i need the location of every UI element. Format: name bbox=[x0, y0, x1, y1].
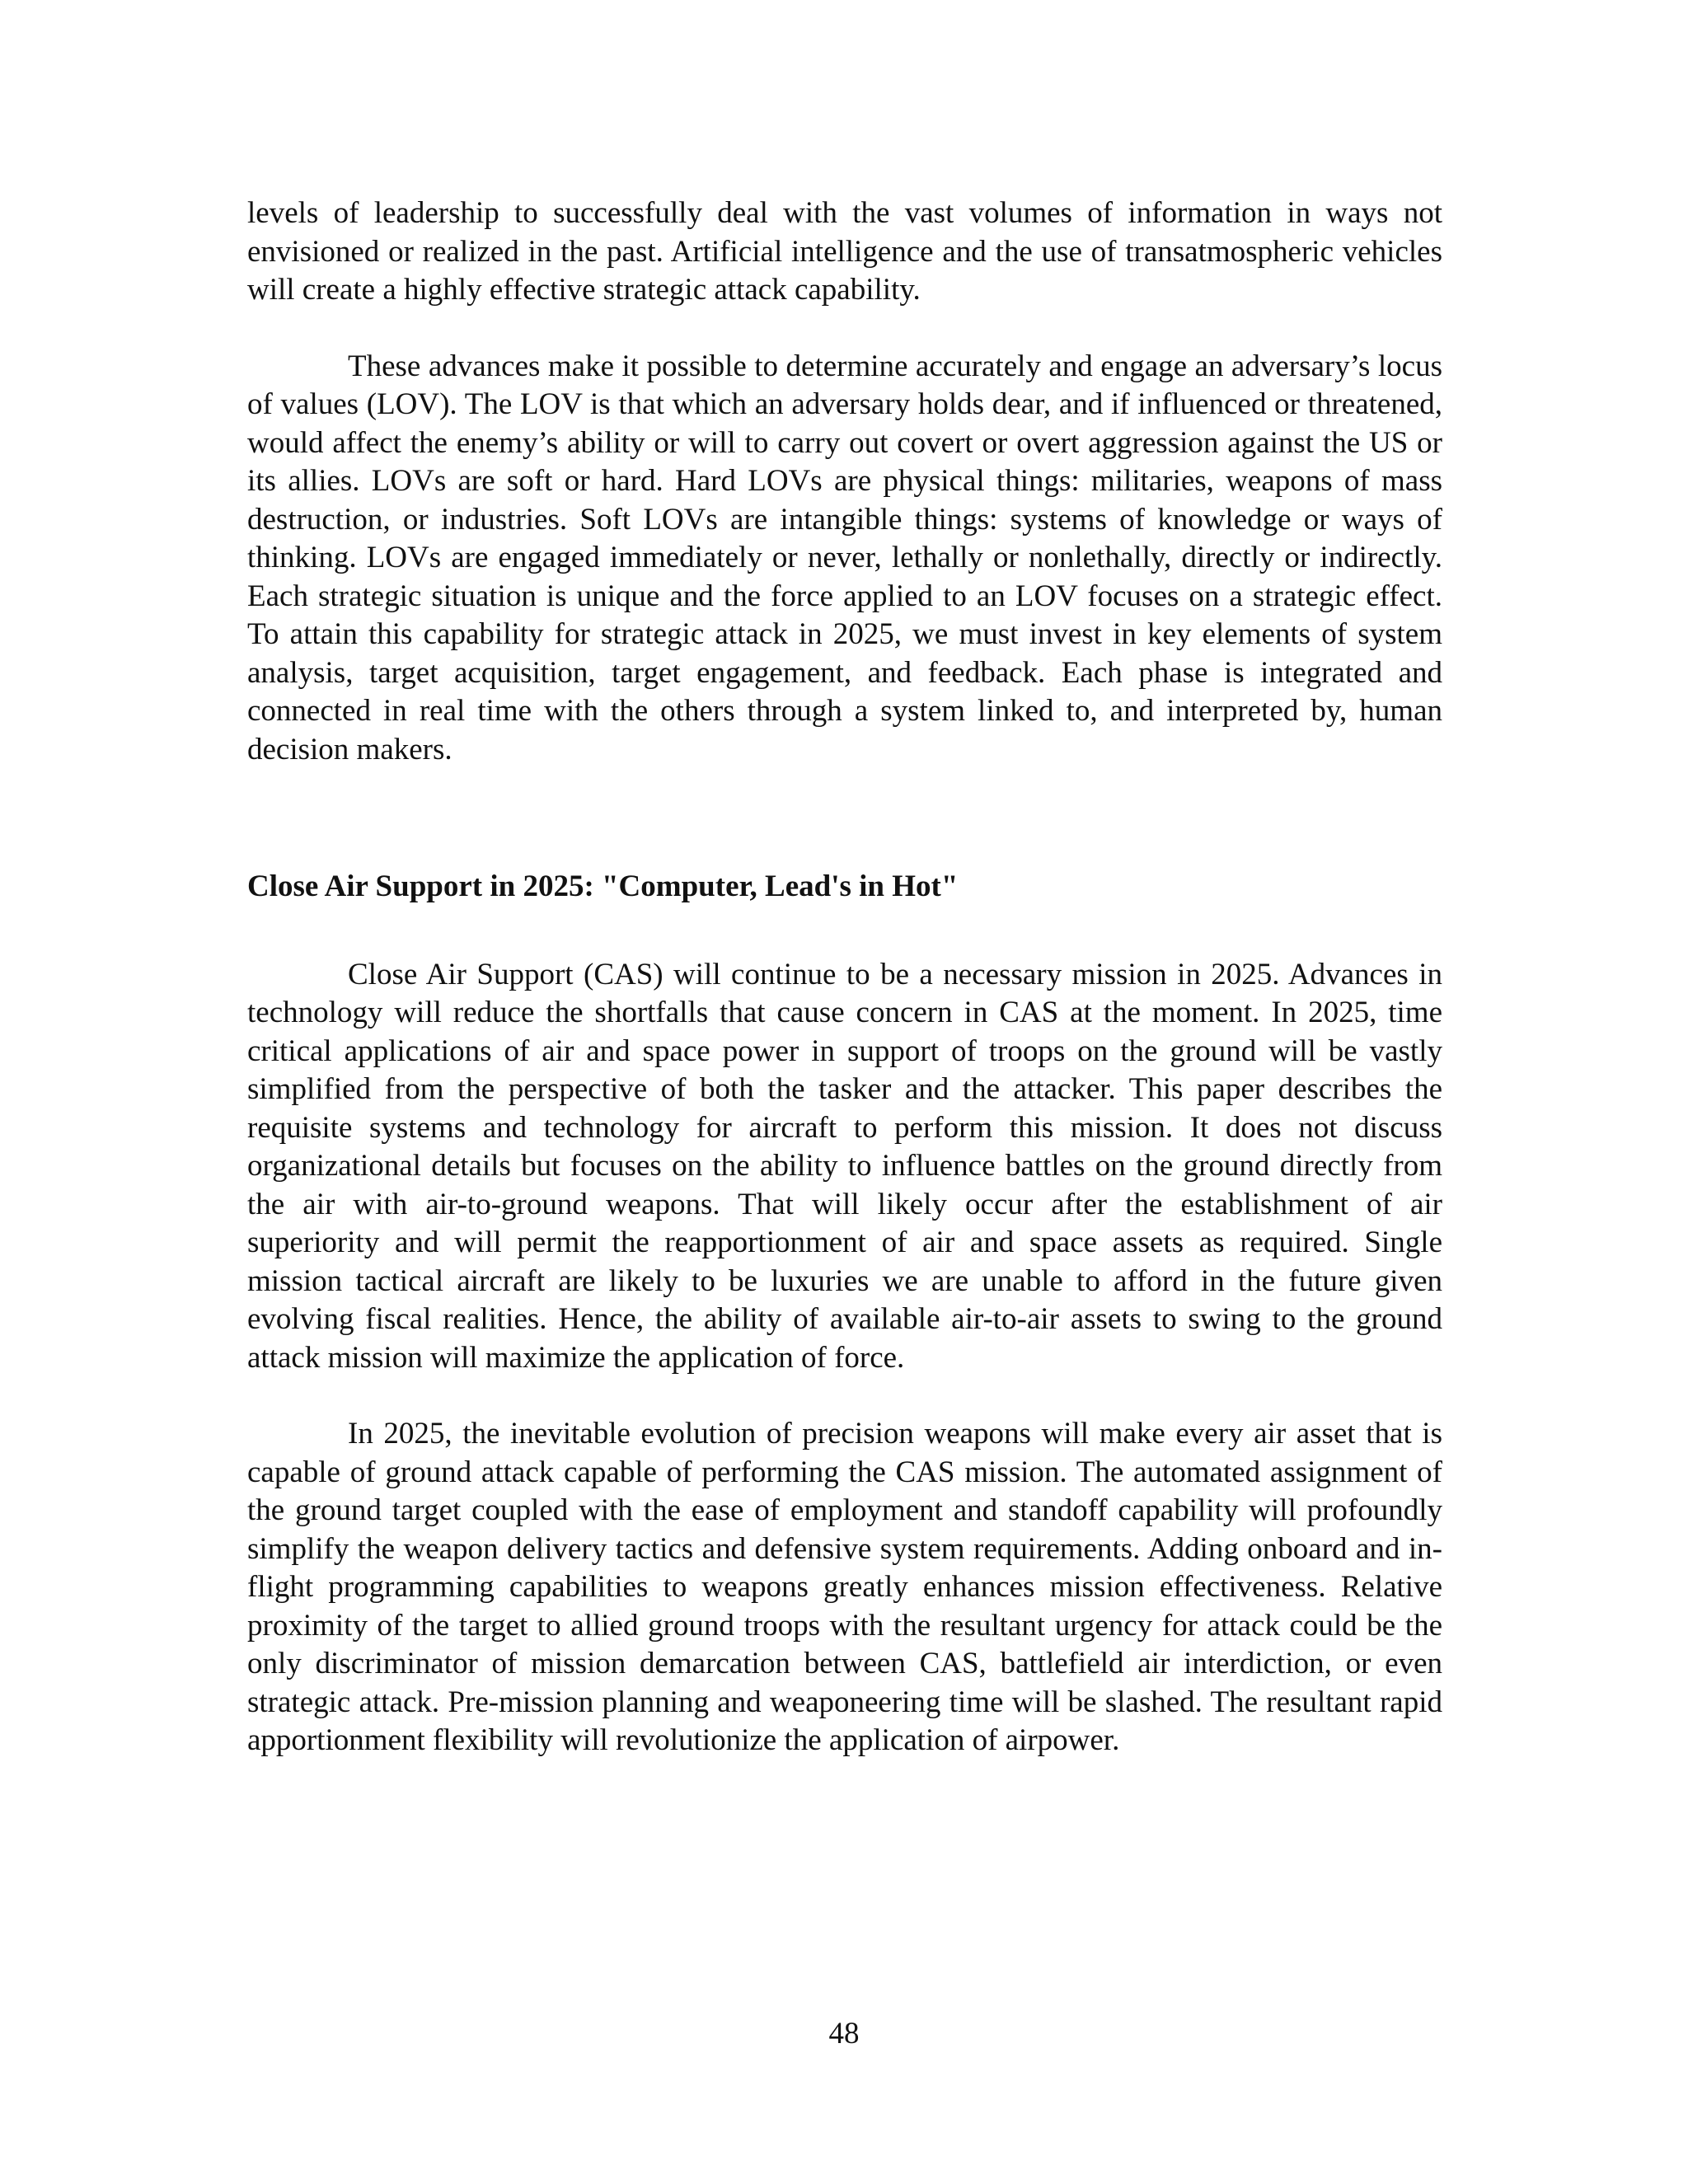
page-body bbox=[247, 194, 1442, 1760]
paragraph-locus-of-values: These advances make it possible to determine accurately and engage an adversary’s locus of values (LOV). The LOV is that which an adversary holds dear, and if influenced or threatened, would affect the enemy’s ability or will to carry out covert or overt aggression against the US or its allies. LOVs are soft or hard. Hard LOVs are physical things: militaries, weapons of mass destruction, or industries. Soft LOVs are intangible things: systems of knowledge or ways of thinking. LOVs are engaged immediately or never, lethally or nonlethally, directly or indirectly. Each strategic situation is unique and the force applied to an LOV focuses on a strategic effect. To attain this capability for strategic attack in 2025, we must invest in key elements of system analysis, target acquisition, target engagement, and feedback. Each phase is integrated and connected in real time with the others through a system linked to, and interpreted by, human decision makers. bbox=[247, 349, 1442, 766]
paragraph-precision-weapons: In 2025, the inevitable evolution of precision weapons will make every air asset that is capable of ground attack capable of performing the CAS mission. The automated assignment of the ground target coupled with the ease of employment and standoff capability will profoundly simplify the weapon delivery tactics and defensive system requirements. Adding onboard and in-flight programming capabilities to weapons greatly enhances mission effectiveness. Relative proximity of the target to allied ground troops with the resultant urgency for attack could be the only discriminator of mission demarcation between CAS, battlefield air interdiction, or even strategic attack. Pre-mission planning and weaponeering time will be slashed. The resultant rapid apportionment flexibility will revolutionize the application of airpower. bbox=[247, 1417, 1442, 1757]
paragraph-close-air-support: Close Air Support (CAS) will continue to be a necessary mission in 2025. Advances in technology will reduce the shortfalls that cause concern in CAS at the moment. In 2025, time critical applications of air and space power in support of troops on the ground will be vastly simplified from the perspective of both the tasker and the attacker. This paper describes the requisite systems and technology for aircraft to perform this mission. It does not discuss organizational details but focuses on the ability to influence battles on the ground directly from the air with air-to-ground weapons. That will likely occur after the establishment of air superiority and will permit the reapportionment of air and space assets as required. Single mission tactical aircraft are likely to be luxuries we are unable to afford in the future given evolving fiscal realities. Hence, the ability of available air-to-air assets to swing to the ground attack mission will maximize the application of force. bbox=[247, 957, 1442, 1375]
page-number: 48 bbox=[828, 2017, 860, 2050]
section-heading: Close Air Support in 2025: "Computer, Lead's in Hot" bbox=[247, 869, 959, 903]
paragraph-leadership-continuation: levels of leadership to successfully deal with the vast volumes of information in ways not envisioned or realized in the past. Artificial intelligence and the use of transatmospheric vehicles will create a highly effective strategic attack capability. bbox=[247, 196, 1442, 307]
